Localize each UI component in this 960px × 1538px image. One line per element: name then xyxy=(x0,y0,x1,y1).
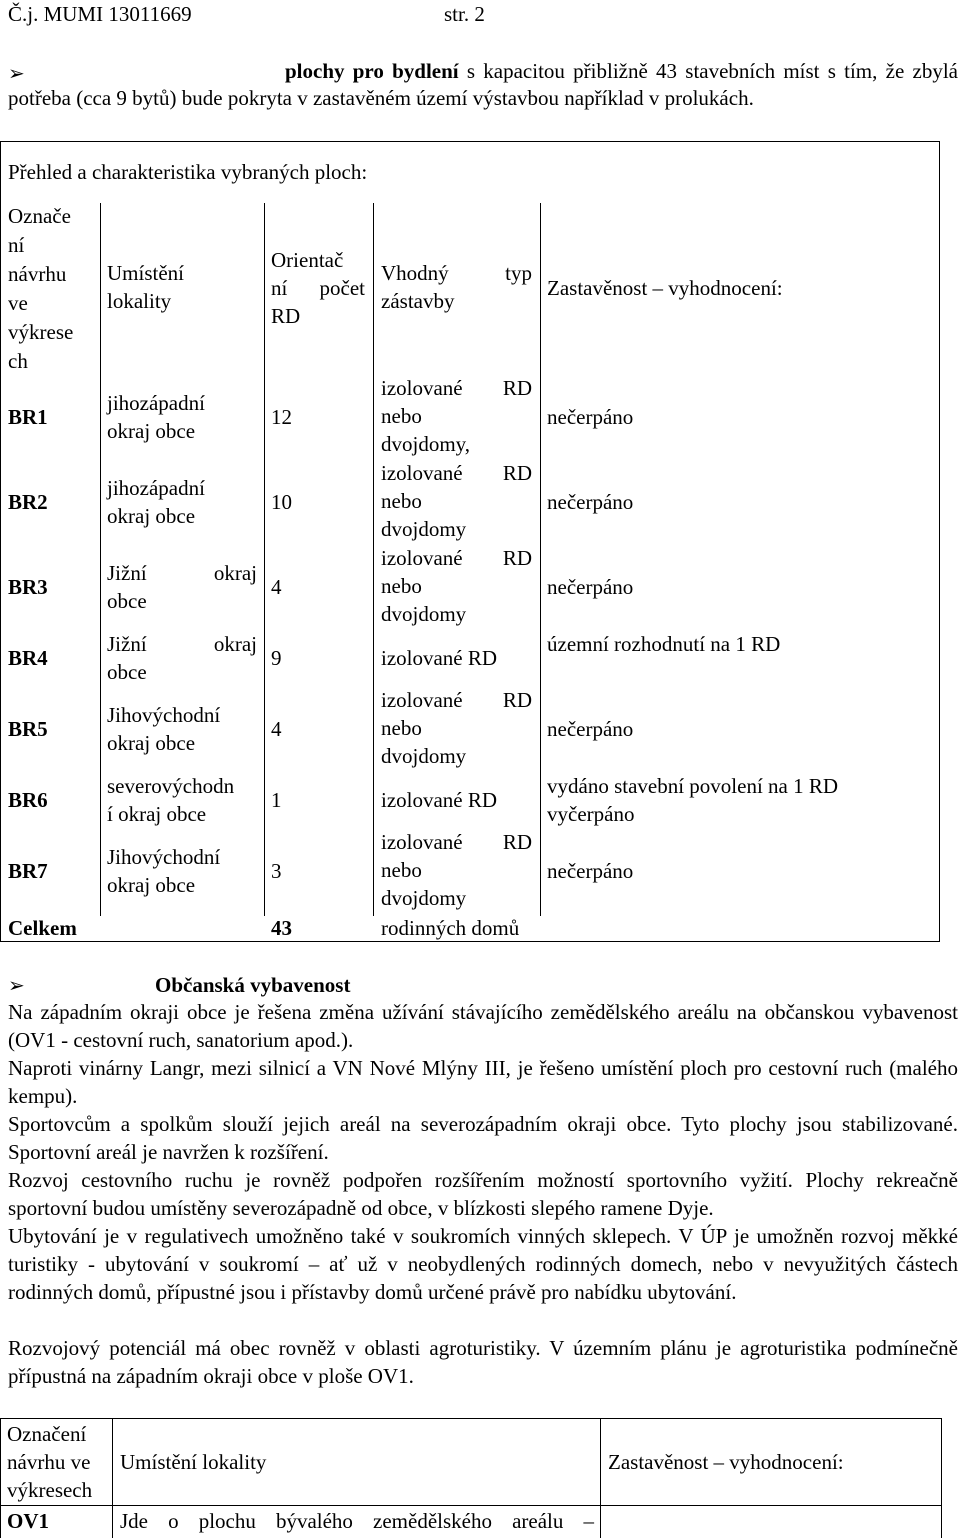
total-label: Celkem xyxy=(8,916,77,940)
header-location: Umístění lokality xyxy=(107,261,184,313)
plots-table xyxy=(0,141,940,942)
row-location: jihozápadní okraj obce xyxy=(107,391,205,443)
row-location: Jihovýchodní okraj obce xyxy=(107,703,221,755)
row-count: 4 xyxy=(271,575,282,599)
row-location: Jižní okraj obce xyxy=(107,561,257,613)
row-location: jihozápadní okraj obce xyxy=(107,476,205,528)
row-status: vydáno stavební povolení na 1 RD vyčerpáno xyxy=(547,774,839,826)
column-divider xyxy=(264,203,265,916)
header-status: Zastavěnost – vyhodnocení: xyxy=(608,1450,844,1474)
page-number: str. 2 xyxy=(444,2,485,26)
row-id: BR4 xyxy=(8,646,48,670)
total-text: rodinných domů xyxy=(381,916,520,940)
column-divider xyxy=(540,203,541,916)
row-location: Jihovýchodní okraj obce xyxy=(107,845,221,897)
header-count: Orientač ní počet RD xyxy=(271,248,365,328)
row-count: 9 xyxy=(271,646,282,670)
bullet-arrow-icon: ➢ xyxy=(8,973,25,997)
row-count: 1 xyxy=(271,788,282,812)
intro-bold-term: plochy pro bydlení xyxy=(285,59,459,83)
column-divider xyxy=(373,203,374,916)
row-type: izolované RD nebo dvojdomy xyxy=(381,688,532,768)
header-designation: Označení návrhu ve výkresech xyxy=(7,1422,93,1502)
paragraph: Rozvoj cestovního ruchu je rovněž podpořen rozšířením možností sportovního vyžití. Plochy rekreačně sportovní budou umístěny severozápadně od obce, v blízkosti slepého ramene Dyje. xyxy=(8,1168,958,1220)
paragraph: Sportovcům a spolkům slouží jejich areál na severozápadním okraji obce. Tyto plochy jsou stabilizované. Sportovní areál je navržen k rozšíření. xyxy=(8,1112,958,1164)
row-status: nečerpáno xyxy=(547,405,634,429)
row-id: BR1 xyxy=(8,405,48,429)
row-status: nečerpáno xyxy=(547,575,634,599)
row-id: BR6 xyxy=(8,788,48,812)
row-type: izolované RD nebo dvojdomy xyxy=(381,830,532,910)
row-type: izolované RD nebo dvojdomy, xyxy=(381,376,532,456)
row-id: BR7 xyxy=(8,859,48,883)
intro-text: s kapacitou přibližně 43 stavebních míst s tím, že zbylá potřeba (cca 9 bytů) bude pokryta v zastavěném území výstavbou například v prolukách. xyxy=(8,59,958,110)
total-count: 43 xyxy=(271,916,292,940)
intro-paragraph xyxy=(8,58,958,112)
row-count: 10 xyxy=(271,490,292,514)
row-id: OV1 xyxy=(7,1509,49,1533)
row-location: Jde o plochu bývalého zemědělského areálu – xyxy=(120,1509,594,1533)
column-divider xyxy=(100,203,101,916)
row-count: 3 xyxy=(271,859,282,883)
row-id: BR3 xyxy=(8,575,48,599)
row-type: izolované RD nebo dvojdomy xyxy=(381,461,532,541)
row-status: nečerpáno xyxy=(547,859,634,883)
row-id: BR2 xyxy=(8,490,48,514)
row-count: 12 xyxy=(271,405,292,429)
paragraph: Naproti vinárny Langr, mezi silnicí a VN Nové Mlýny III, je řešeno umístění ploch pro cestovní ruch (malého kempu). xyxy=(8,1056,958,1108)
row-count: 4 xyxy=(271,717,282,741)
paragraph: Na západním okraji obce je řešena změna užívání stávajícího zemědělského areálu na občanskou vybavenost (OV1 - cestovní ruch, sanatorium apod.). xyxy=(8,1000,958,1052)
header-designation: Označe ní návrhu ve výkrese ch xyxy=(8,204,74,373)
row-status: nečerpáno xyxy=(547,717,634,741)
row-status: nečerpáno xyxy=(547,490,634,514)
row-location: severovýchodn í okraj obce xyxy=(107,774,235,826)
row-type: izolované RD nebo dvojdomy xyxy=(381,546,532,626)
header-location: Umístění lokality xyxy=(120,1450,267,1474)
row-id: BR5 xyxy=(8,717,48,741)
paragraph: Rozvojový potenciál má obec rovněž v oblasti agroturistiky. V územním plánu je agroturistika podmínečně přípustná na západním okraji obce v ploše OV1. xyxy=(8,1336,958,1388)
civic-table xyxy=(0,1418,942,1538)
bullet-arrow-icon: ➢ xyxy=(8,61,25,85)
table-caption: Přehled a charakteristika vybraných ploch: xyxy=(8,160,368,184)
header-status: Zastavěnost – vyhodnocení: xyxy=(547,276,783,300)
row-location: Jižní okraj obce xyxy=(107,632,257,684)
row-type: izolované RD xyxy=(381,646,498,670)
paragraph: Ubytování je v regulativech umožněno také v soukromích vinných sklepech. V ÚP je umožněn rozvoj měkké turistiky - ubytování v soukromí – ať už v neobydlených rodinných domech, nebo v nevyužitých částech rodinných domů, přípustné jsou i přístavby domů určené právě pro nabídku ubytování. xyxy=(8,1224,958,1304)
header-type: Vhodný typ zástavby xyxy=(381,261,532,313)
row-status: územní rozhodnutí na 1 RD xyxy=(547,632,781,656)
document-reference: Č.j. MUMI 13011669 xyxy=(8,2,192,26)
row-type: izolované RD xyxy=(381,788,498,812)
section-heading: Občanská vybavenost xyxy=(155,973,351,997)
